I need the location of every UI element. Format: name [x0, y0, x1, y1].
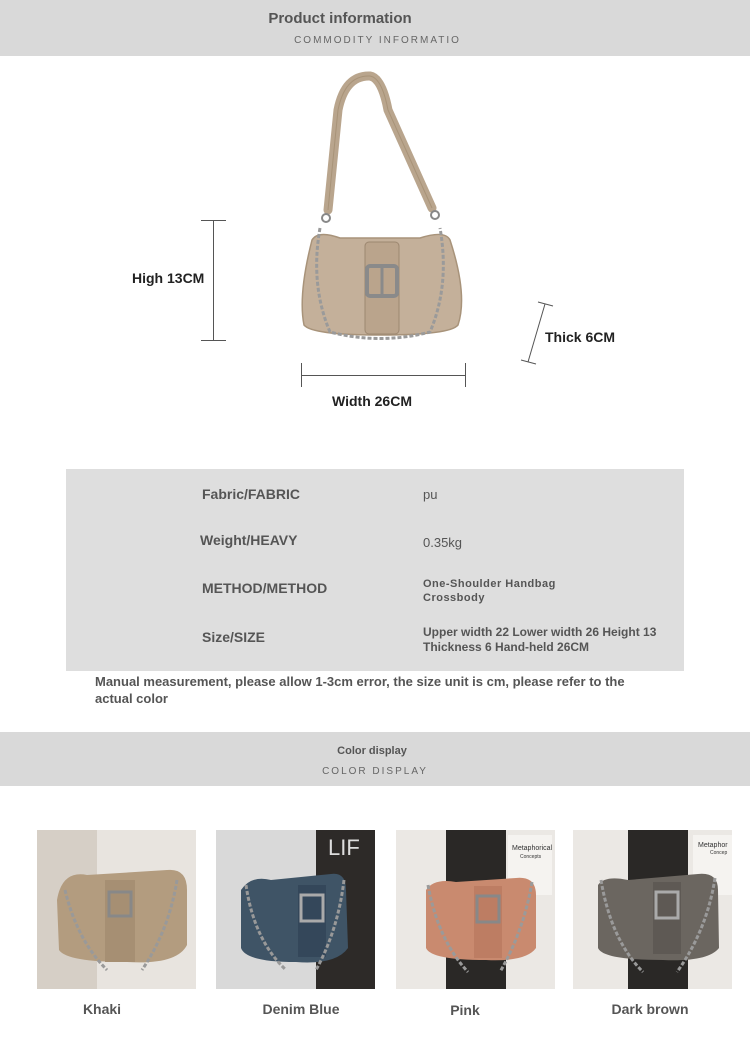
width-dimension-line	[301, 375, 465, 376]
photo-sign-concep: Concep	[710, 850, 728, 856]
spec-label-method: METHOD/METHOD	[202, 580, 328, 596]
color-photo-denim-blue[interactable]	[216, 830, 375, 989]
color-label-pink: Pink	[450, 1002, 480, 1018]
color-photo-dark-brown[interactable]	[573, 830, 732, 989]
photo-sign-metaphor: Metaphor	[698, 842, 728, 849]
section-subtitle: COMMODITY INFORMATIO	[294, 35, 461, 46]
color-photo-khaki[interactable]	[37, 830, 196, 989]
photo-sign-lif: LIF	[328, 835, 360, 860]
bag-product-image	[290, 70, 470, 350]
color-label-denim-blue: Denim Blue	[262, 1001, 340, 1017]
section-title: Product information	[268, 10, 412, 27]
width-dimension-cap-left	[301, 363, 302, 387]
color-display-header	[0, 732, 750, 786]
height-label: High 13CM	[132, 270, 205, 286]
spec-value-weight: 0.35kg	[423, 535, 463, 550]
photo-sign-metaphorical: Metaphorical	[512, 845, 553, 852]
spec-label-size: Size/SIZE	[202, 629, 266, 645]
color-label-dark-brown: Dark brown	[611, 1001, 689, 1017]
height-dimension-cap-top	[201, 220, 226, 221]
thickness-label: Thick 6CM	[545, 329, 616, 345]
product-info-header	[0, 0, 750, 56]
color-section-title: Color display	[337, 745, 407, 757]
spec-label-fabric: Fabric/FABRIC	[202, 486, 301, 502]
width-dimension-cap-right	[465, 363, 466, 387]
spec-value-size-line2: Thickness 6 Hand-held 26CM	[423, 640, 590, 654]
spec-label-weight: Weight/HEAVY	[200, 532, 298, 548]
color-label-khaki: Khaki	[82, 1001, 122, 1017]
measurement-note: Manual measurement, please allow 1-3cm error, the size unit is cm, please refer to the actual color	[95, 674, 625, 706]
height-dimension-cap-bottom	[201, 340, 226, 341]
photo-sign-concepts: Concepts	[520, 854, 542, 860]
width-label: Width 26CM	[332, 393, 412, 409]
color-photo-pink[interactable]	[396, 830, 555, 989]
spec-value-size-line1: Upper width 22 Lower width 26 Height 13	[423, 625, 657, 639]
spec-value-method-line1: One-Shoulder Handbag	[423, 578, 556, 590]
spec-value-fabric: pu	[423, 487, 438, 502]
height-dimension-line	[213, 220, 214, 340]
spec-table	[66, 469, 684, 671]
color-section-subtitle: COLOR DISPLAY	[322, 766, 428, 777]
spec-value-method-line2: Crossbody	[423, 592, 485, 604]
